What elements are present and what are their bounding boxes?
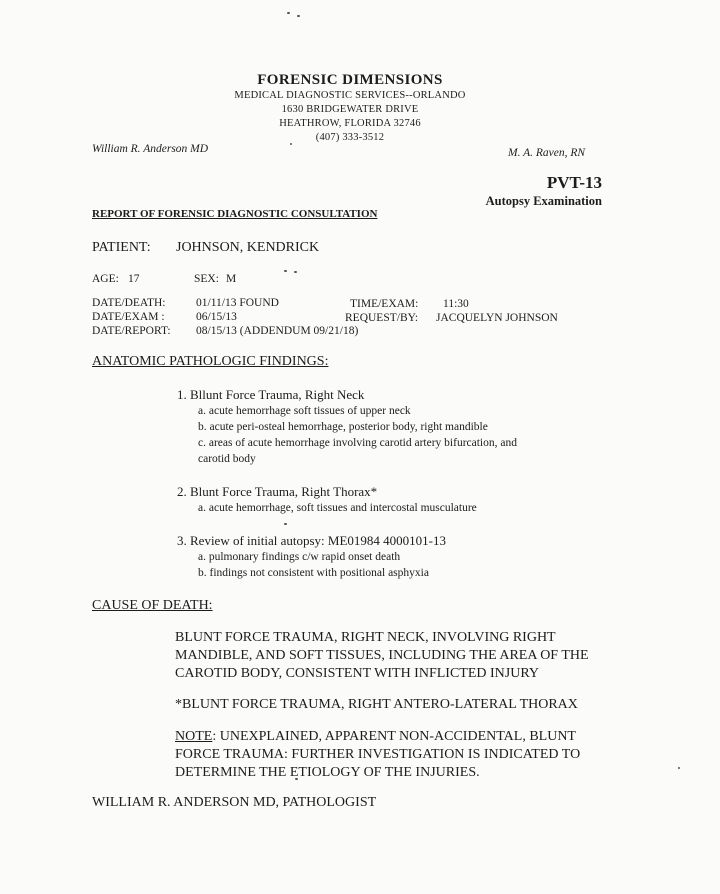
request-label: REQUEST/BY: (345, 312, 419, 324)
cause-line: BLUNT FORCE TRAUMA, RIGHT NECK, INVOLVING RIGHT (175, 630, 556, 645)
finding-detail: a. acute hemorrhage soft tissues of upper neck (198, 405, 411, 417)
time-exam-label: TIME/EXAM: (350, 298, 419, 310)
finding-detail: b. acute peri-osteal hemorrhage, posterior body, right mandible (198, 421, 488, 433)
finding-detail: c. areas of acute hemorrhage involving carotid artery bifurcation, and (198, 437, 517, 449)
finding-detail: carotid body (198, 453, 256, 465)
scan-speck (284, 270, 287, 272)
report-title: REPORT OF FORENSIC DIAGNOSTIC CONSULTATION (92, 208, 378, 220)
firm-street: 1630 BRIDGEWATER DRIVE (281, 104, 419, 115)
case-code: PVT-13 (546, 173, 602, 192)
date-death-value: 01/11/13 FOUND (196, 297, 279, 309)
time-exam-value: 11:30 (443, 298, 469, 310)
scan-speck (284, 523, 287, 525)
firm-name: FORENSIC DIMENSIONS (257, 72, 443, 88)
date-exam-value: 06/15/13 (196, 311, 237, 323)
patient-label: PATIENT: (92, 240, 151, 255)
age-value: 17 (128, 273, 140, 285)
finding-detail: b. findings not consistent with positional asphyxia (198, 567, 429, 579)
note-line: FORCE TRAUMA: FURTHER INVESTIGATION IS INDICATED TO (175, 747, 581, 762)
firm-phone: (407) 333-3512 (315, 132, 385, 143)
request-value: JACQUELYN JOHNSON (436, 312, 558, 324)
finding-title: 1. Bllunt Force Trauma, Right Neck (177, 387, 365, 402)
note-text: : UNEXPLAINED, APPARENT NON-ACCIDENTAL, BLUNT (212, 729, 576, 744)
firm-division: MEDICAL DIAGNOSTIC SERVICES--ORLANDO (234, 90, 466, 101)
patient-name: JOHNSON, KENDRICK (176, 240, 320, 255)
note-line (175, 729, 576, 745)
sex-value: M (226, 273, 237, 285)
right-signature: M. A. Raven, RN (508, 147, 586, 159)
findings-heading: ANATOMIC PATHOLOGIC FINDINGS: (92, 354, 329, 369)
cause-thorax: *BLUNT FORCE TRAUMA, RIGHT ANTERO-LATERAL THORAX (175, 697, 578, 712)
finding-detail: a. acute hemorrhage, soft tissues and intercostal musculature (198, 502, 477, 514)
left-signature: William R. Anderson MD (92, 143, 209, 155)
scan-speck (678, 767, 680, 769)
firm-city: HEATHROW, FLORIDA 32746 (279, 118, 421, 129)
note-label: NOTE (175, 729, 213, 744)
exam-type: Autopsy Examination (485, 194, 602, 208)
finding-title: 3. Review of initial autopsy: ME01984 4000101-13 (177, 533, 447, 548)
scan-speck (294, 271, 297, 273)
finding-detail: a. pulmonary findings c/w rapid onset death (198, 551, 401, 563)
finding-title: 2. Blunt Force Trauma, Right Thorax* (177, 484, 378, 499)
cause-heading: CAUSE OF DEATH: (92, 598, 213, 613)
date-exam-label: DATE/EXAM : (92, 311, 165, 323)
date-report-label: DATE/REPORT: (92, 325, 171, 337)
pathologist-signature-line: WILLIAM R. ANDERSON MD, PATHOLOGIST (92, 795, 377, 810)
note-line: DETERMINE THE ETIOLOGY OF THE INJURIES. (175, 765, 480, 780)
cause-line: CAROTID BODY, CONSISTENT WITH INFLICTED INJURY (175, 666, 540, 681)
scan-speck (287, 12, 290, 14)
cause-line: MANDIBLE, AND SOFT TISSUES, INCLUDING THE AREA OF THE (175, 648, 589, 663)
date-report-value: 08/15/13 (ADDENDUM 09/21/18) (196, 325, 359, 337)
sex-label: SEX: (194, 273, 219, 285)
scan-speck (297, 15, 300, 17)
age-label: AGE: (92, 273, 119, 285)
date-death-label: DATE/DEATH: (92, 297, 166, 309)
